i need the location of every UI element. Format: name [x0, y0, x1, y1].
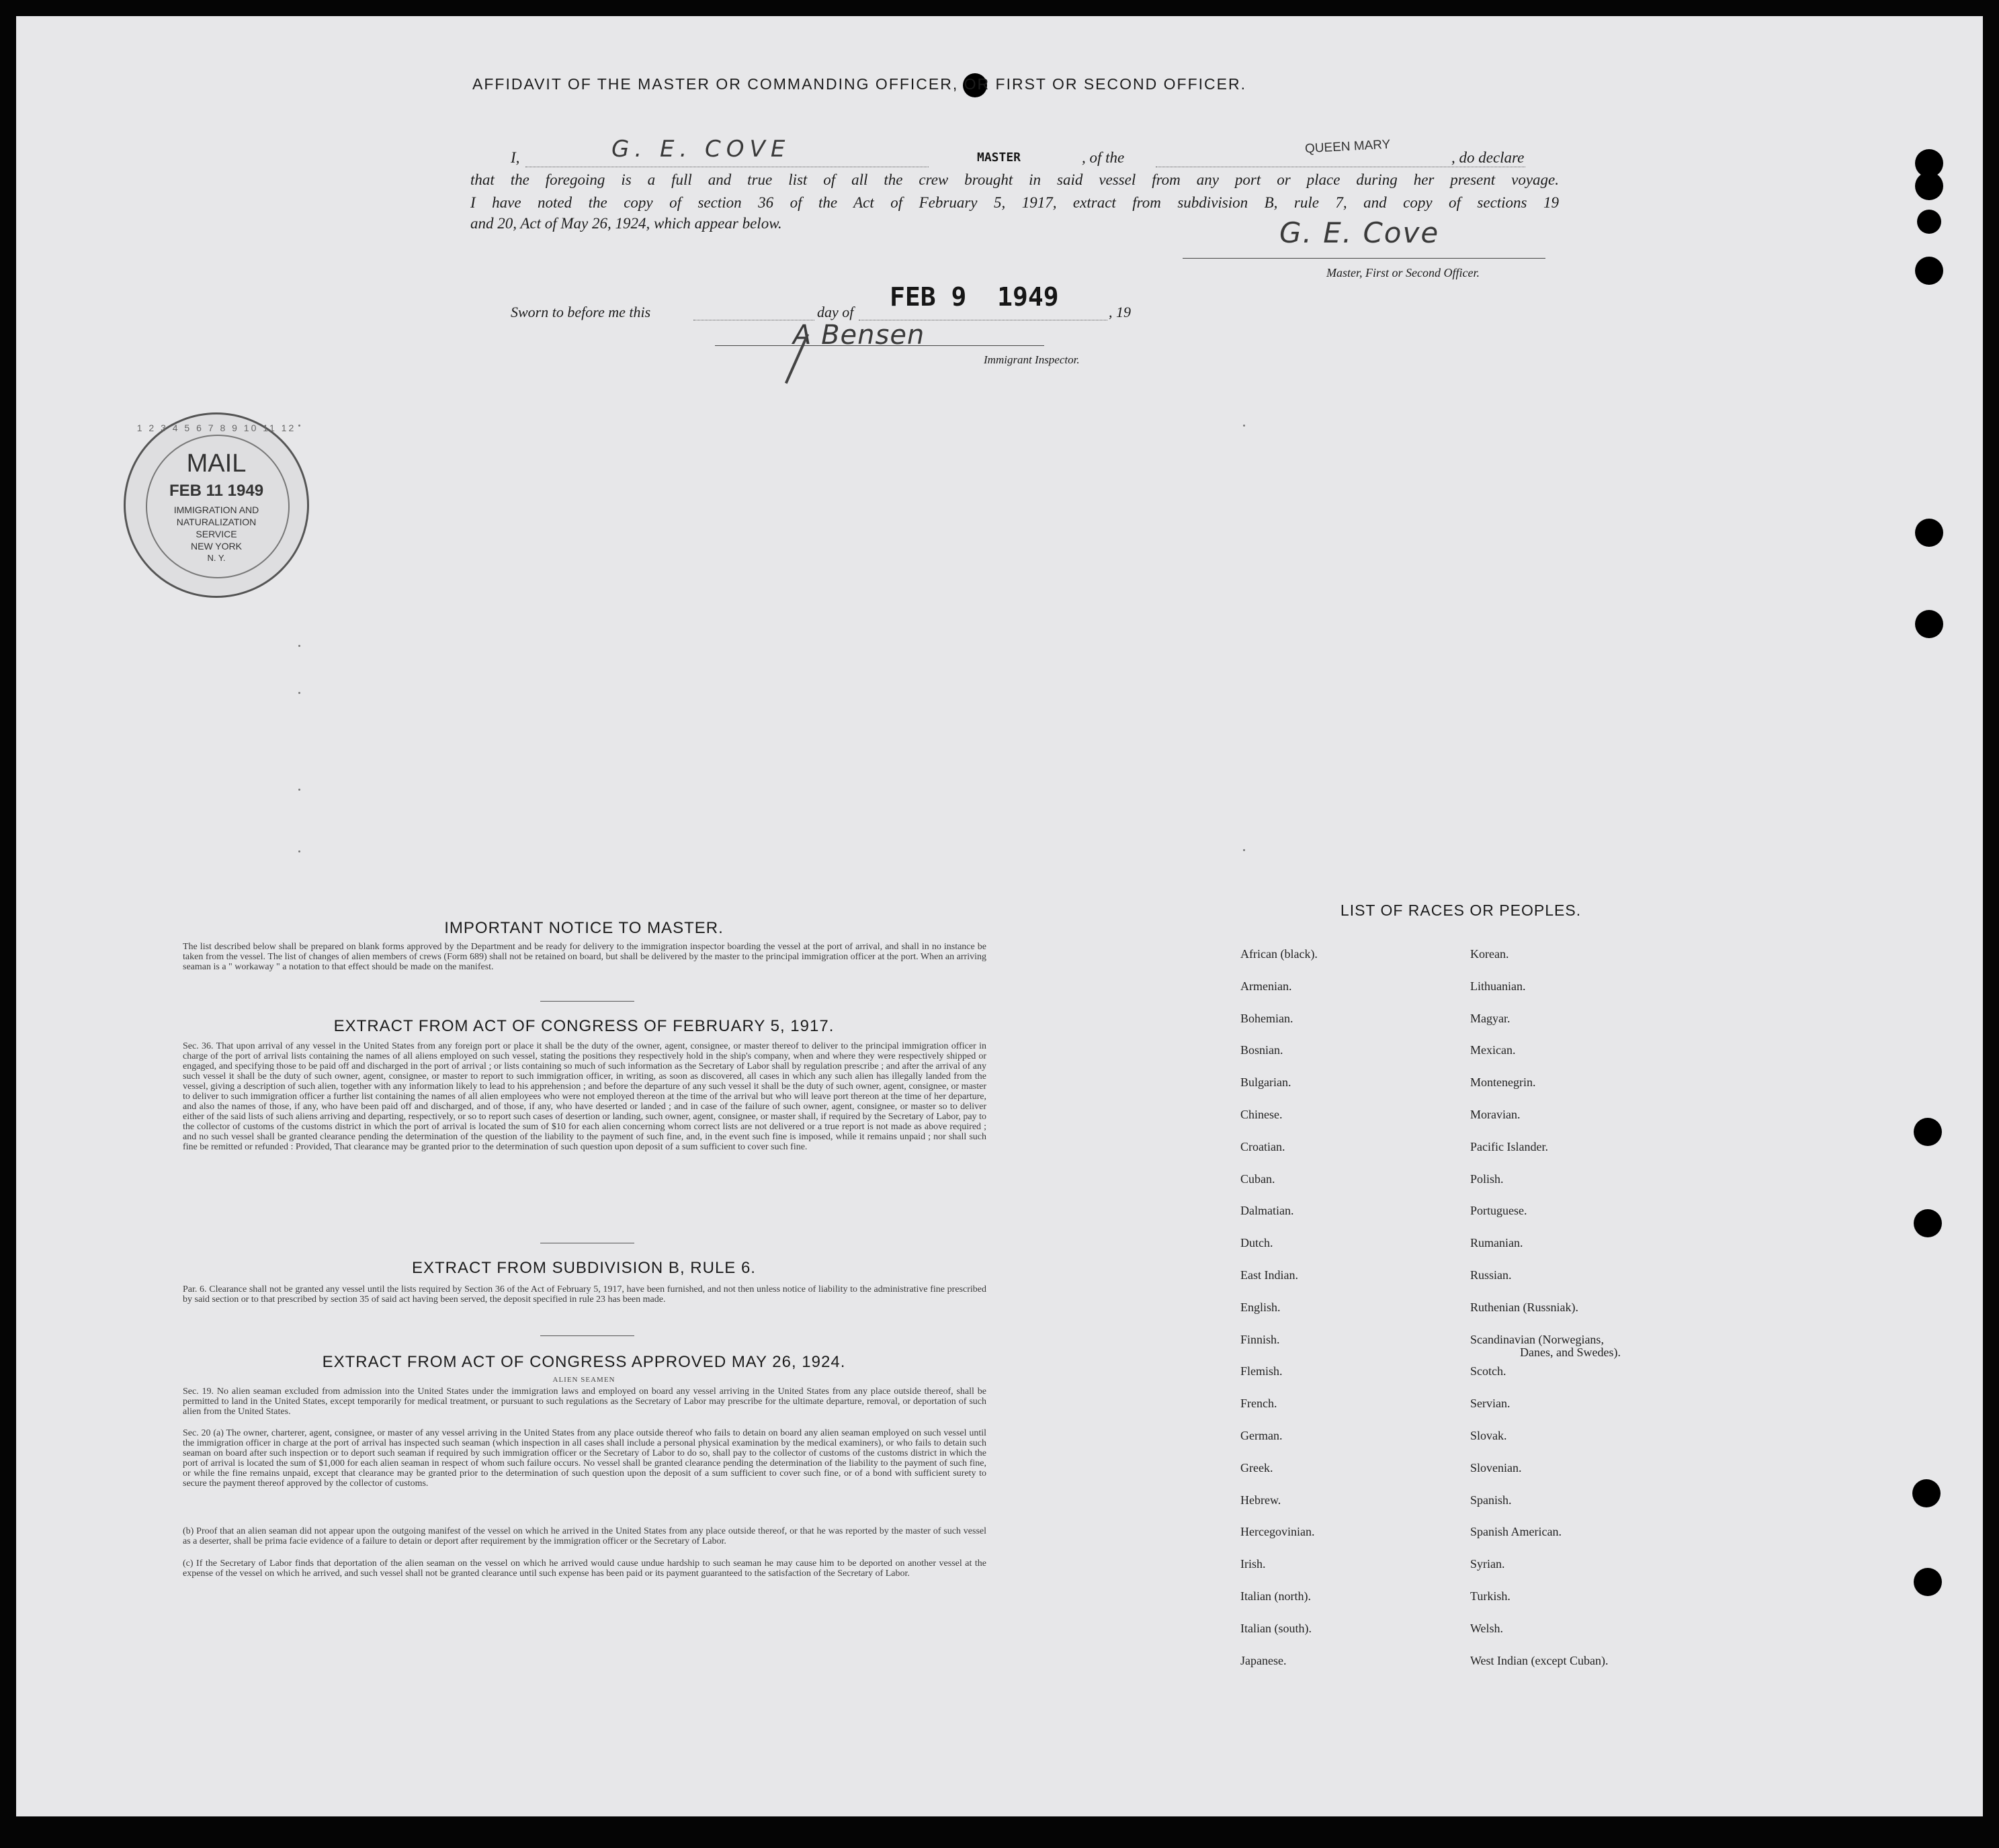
stamp-line1: IMMIGRATION AND	[173, 504, 259, 515]
punch-hole	[1915, 519, 1943, 547]
section-divider	[540, 1335, 634, 1336]
extract-rule6-title: EXTRACT FROM SUBDIVISION B, RULE 6.	[412, 1259, 756, 1277]
race-item: Rumanian.	[1470, 1236, 1523, 1250]
extract-1924-sec19: Sec. 19. No alien seaman excluded from admission into the United States under the immigration laws and employed on board any vessel arriving in the United States from any place outside thereof, shall be permitted to land in the United States, except temporarily for medical treatment, or pursuant to such regulations as the Secretary of Labor may prescribe for the ultimate departure, removal, or deportation of such alien from the United States.	[183, 1387, 986, 1417]
race-item: East Indian.	[1240, 1268, 1298, 1282]
race-item: Scotch.	[1470, 1364, 1506, 1378]
race-item: Lithuanian.	[1470, 979, 1526, 993]
punch-hole	[1915, 610, 1943, 638]
race-item: African (black).	[1240, 947, 1318, 961]
race-item: Moravian.	[1470, 1108, 1521, 1121]
race-item: Syrian.	[1470, 1557, 1505, 1571]
race-item: Spanish.	[1470, 1493, 1512, 1507]
sworn-date-stamp: FEB 9 1949	[890, 282, 1059, 312]
race-item: Korean.	[1470, 947, 1509, 961]
extract-1924-title: EXTRACT FROM ACT OF CONGRESS APPROVED MAY 26, 1924.	[322, 1353, 846, 1371]
stamp-line4: NEW YORK	[191, 541, 242, 552]
race-item: Flemish.	[1240, 1364, 1283, 1378]
vessel-name-stamp: QUEEN MARY	[1304, 137, 1391, 157]
notice-title: IMPORTANT NOTICE TO MASTER.	[444, 919, 724, 937]
declaration-line-1	[511, 136, 1559, 168]
race-item: Mexican.	[1470, 1043, 1516, 1057]
race-item: Bulgarian.	[1240, 1075, 1291, 1090]
section-divider	[540, 1001, 634, 1002]
race-item: Scandinavian (Norwegians,	[1470, 1332, 1604, 1346]
sworn-prefix: Sworn to before me this	[511, 304, 651, 320]
stamp-date: FEB 11 1949	[169, 482, 264, 500]
extract-1917-body: Sec. 36. That upon arrival of any vessel in the United States from any foreign port or place it shall be the duty of the owner, agent, consignee, or master thereof to deliver to the principal immigration officer in charge of the port of arrival lists containing the names of all aliens employed on such vessel, stating the positions they respectively hold in the ship's company, when and where they were respectively shipped or engaged, and specifying those to be paid off and discharged in the port of arrival ; or lists containing so much of such information as the Secretary of Labor shall by regulation prescribe ; and after the arrival of any such vessel it shall be the duty of such owner, agent, consignee, or master to report to such immigration officer, in writing, as soon as discovered, all cases in which any such alien has illegally landed from the vessel, giving a description of such alien, together with any information likely to lead to his apprehension ; and before the departure of any such vessel it shall be the duty of such owner, agent, consignee, or master to deliver to such immigration officer a further list containing the names of all alien employees who were not employed thereon at the time of the arrival but who will leave port thereon at the time of her departure, and also the names of those, if any, who have been paid off and discharged, and of those, if any, who have deserted or landed ; and in case of the failure of such owner, agent, consignee, or master so to deliver either of the said lists of such aliens arriving and departing, respectively, or so to report such cases of desertion or landing, such owner, agent, consignee, or master shall, if required by the Secretary of Labor, pay to the collector of customs of the customs district in which the port of arrival is located the sum of $10 for each alien concerning whom correct lists are not delivered or a true report is not made as above required ; and no such vessel shall be granted clearance pending the determination of the question of the liability to the payment of such fine, and, in the event such fine is imposed, while it remains unpaid ; nor shall such fine be remitted or refunded : Provided, That clearance may be granted prior to the determination of such question upon deposit of a sum sufficient to cover such fine.	[183, 1041, 986, 1152]
race-item: Hebrew.	[1240, 1493, 1281, 1507]
races-title: LIST OF RACES OR PEOPLES.	[1340, 901, 1582, 919]
punch-hole	[1915, 257, 1943, 285]
race-item: French.	[1240, 1397, 1277, 1411]
race-item: Polish.	[1470, 1172, 1504, 1186]
race-item: Greek.	[1240, 1460, 1273, 1475]
stamp-line2: NATURALIZATION	[176, 517, 257, 527]
race-item: Italian (north).	[1240, 1589, 1311, 1603]
mail-received-stamp	[124, 412, 309, 598]
pronoun-i: I,	[511, 149, 520, 166]
extract-1924-subtitle: ALIEN SEAMEN	[552, 1376, 615, 1384]
extract-1924-sec20b: (b) Proof that an alien seaman did not appear upon the outgoing manifest of the vessel on which he arrived in the United States from any place outside thereof, or that he was reported by the master of such vessel as a deserter, shall be prima facie evidence of a failure to detain or deport after requirement by the immigration officer or the Secretary of Labor.	[183, 1526, 986, 1546]
race-item: Spanish American.	[1470, 1525, 1562, 1539]
inspector-signature: A Bensen	[793, 320, 925, 351]
master-name-handwritten: G. E. COVE	[611, 136, 791, 163]
race-item: Finnish.	[1240, 1332, 1280, 1346]
rank-stamp: MASTER	[977, 150, 1021, 165]
race-item: Armenian.	[1240, 979, 1292, 993]
race-item-continuation: Danes, and Swedes).	[1520, 1345, 1621, 1359]
punch-hole	[1917, 210, 1941, 234]
race-item: Croatian.	[1240, 1139, 1285, 1153]
notice-body: The list described below shall be prepared on blank forms approved by the Department and be ready for delivery to the immigration inspector boarding the vessel at the port of arrival, and shall in no instance be taken from the vessel. The list of changes of alien members of crews (Form 689) shall not be retained on board, but shall be delivered by the master to the principal immigration officer at the port. When an arriving seaman is a " workaway " a notation to that effect should be made on the manifest.	[183, 942, 986, 972]
extract-1924-sec20a: Sec. 20 (a) The owner, charterer, agent, consignee, or master of any vessel arriving in the United States from any place outside thereof who fails to detain on board any alien seaman employed on such vessel until the immigration officer in charge at the port of arrival has inspected such seaman (which inspection in all cases shall include a personal physical examination by the medical examiners), or who fails to detain such seaman on board after such inspection or to deport such seaman if required by such immigration officer or the Secretary of Labor to do so, shall pay to the collector of customs of the customs district in which the port of arrival is located the sum of $1,000 for each alien seaman in respect of whom such failure occurs. No vessel shall be granted clearance pending the determination of the liability to the payment of such fine, or while the fine remains unpaid, except that clearance may be granted prior to the determination of such question upon the deposit of a sum sufficient to cover such fine, or of a bond with sufficient surety to secure the payment thereof approved by the collector of customs.	[183, 1428, 986, 1489]
punch-hole	[1914, 1209, 1942, 1237]
race-item: Dutch.	[1240, 1236, 1273, 1250]
race-item: West Indian (except Cuban).	[1470, 1653, 1609, 1667]
margin-dot	[298, 645, 300, 647]
race-item: Hercegovinian.	[1240, 1525, 1315, 1539]
race-item: Turkish.	[1470, 1589, 1511, 1603]
race-item: Welsh.	[1470, 1621, 1504, 1635]
stamp-line3: SERVICE	[196, 529, 237, 539]
race-item: Ruthenian (Russniak).	[1470, 1300, 1578, 1314]
master-signature: G. E. Cove	[1279, 216, 1440, 249]
race-item: Portuguese.	[1470, 1204, 1527, 1218]
race-item: Servian.	[1470, 1397, 1511, 1411]
affidavit-page	[16, 16, 1983, 1816]
punch-hole	[1912, 1479, 1941, 1507]
inspector-caption: Immigrant Inspector.	[984, 353, 1080, 366]
margin-dot	[298, 789, 300, 791]
declaration-line-4: and 20, Act of May 26, 1924, which appear below.	[470, 215, 782, 232]
race-item: Bohemian.	[1240, 1011, 1293, 1025]
year-suffix: , 19	[1109, 304, 1131, 320]
extract-1917-title: EXTRACT FROM ACT OF CONGRESS OF FEBRUARY 5, 1917.	[333, 1017, 835, 1035]
stamp-ring-numbers: 1 2 3 4 5 6 7 8 9 10 11 12	[136, 423, 296, 433]
day-blank	[693, 302, 814, 320]
race-item: Chinese.	[1240, 1108, 1283, 1121]
master-signature-line	[1183, 258, 1545, 259]
race-item: English.	[1240, 1300, 1281, 1314]
do-declare-label: , do declare	[1451, 149, 1525, 166]
day-of-label: day of	[817, 304, 854, 320]
margin-dot	[298, 692, 300, 694]
master-signature-caption: Master, First or Second Officer.	[1326, 266, 1480, 279]
race-item: German.	[1240, 1429, 1283, 1442]
stamp-mail: MAIL	[186, 449, 247, 478]
race-item: Slovak.	[1470, 1429, 1507, 1442]
extract-rule6-body: Par. 6. Clearance shall not be granted any vessel until the lists required by Section 36 of the Act of February 5, 1917, have been furnished, and not then unless notice of liability to the administrative fine prescribed by said section or to that prescribed by section 35 of said act having been served, the deposit specified in rule 23 has been made.	[183, 1284, 986, 1305]
race-item: Pacific Islander.	[1470, 1139, 1548, 1153]
race-item: Japanese.	[1240, 1653, 1287, 1667]
race-item: Montenegrin.	[1470, 1075, 1536, 1090]
race-item: Bosnian.	[1240, 1043, 1283, 1057]
race-item: Italian (south).	[1240, 1621, 1312, 1635]
margin-dot	[298, 425, 300, 427]
race-item: Magyar.	[1470, 1011, 1511, 1025]
punch-hole	[1914, 1568, 1942, 1596]
punch-hole	[1914, 1118, 1942, 1146]
race-item: Irish.	[1240, 1557, 1266, 1571]
punch-hole	[1915, 172, 1943, 200]
race-item: Slovenian.	[1470, 1460, 1522, 1475]
race-item: Russian.	[1470, 1268, 1512, 1282]
race-item: Cuban.	[1240, 1172, 1275, 1186]
stamp-line5: N. Y.	[207, 553, 226, 563]
extract-1924-sec20c: (c) If the Secretary of Labor finds that deportation of the alien seaman on the vessel on which he arrived would cause undue hardship to such seaman he may cause him to be deported on another vessel at the expense of the vessel on which he arrived, and such vessel shall not be granted clearance until such expense has been paid or its payment guaranteed to the satisfaction of the Secretary of Labor.	[183, 1558, 986, 1579]
affidavit-title: AFFIDAVIT OF THE MASTER OR COMMANDING OFFICER, OR FIRST OR SECOND OFFICER.	[472, 75, 1246, 93]
declaration-line-3: I have noted the copy of section 36 of the Act of February 5, 1917, extract from subdivision B, rule 7, and copy of sections 19	[470, 194, 1559, 211]
margin-dot	[298, 850, 300, 852]
margin-dot	[1243, 425, 1245, 427]
race-item: Dalmatian.	[1240, 1204, 1294, 1218]
margin-dot	[1243, 849, 1245, 851]
declaration-line-2: that the foregoing is a full and true list of all the crew brought in said vessel from any port or place during her present voyage.	[470, 171, 1559, 188]
of-the-label: , of the	[1082, 149, 1125, 166]
